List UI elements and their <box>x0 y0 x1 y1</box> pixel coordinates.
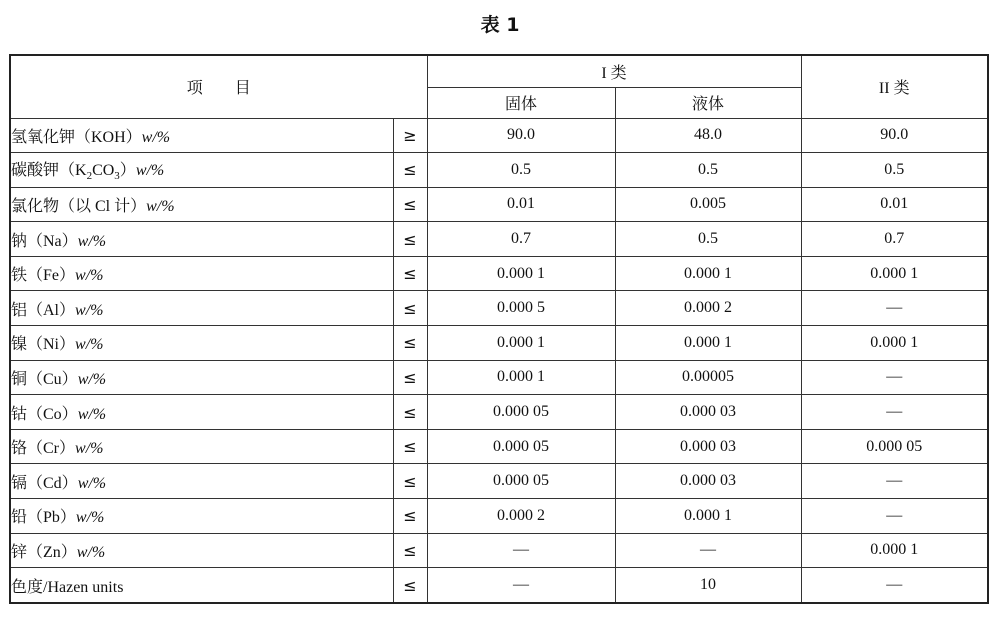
row-label: 铁（Fe）w/% <box>10 256 393 291</box>
comparison-operator: ≤ <box>393 395 427 430</box>
table-row <box>10 118 988 153</box>
liquid-value: 0.005 <box>615 187 801 222</box>
table-row <box>10 256 988 291</box>
comparison-operator: ≤ <box>393 222 427 257</box>
comparison-operator: ≤ <box>393 291 427 326</box>
class-two-value: — <box>801 291 988 326</box>
header-liquid: 液体 <box>615 87 801 118</box>
liquid-value: 10 <box>615 568 801 604</box>
class-two-value: — <box>801 568 988 604</box>
table-row <box>10 464 988 499</box>
class-two-value: 0.000 1 <box>801 533 988 568</box>
liquid-value: 0.000 1 <box>615 256 801 291</box>
liquid-value: 0.00005 <box>615 360 801 395</box>
liquid-value: 0.5 <box>615 153 801 188</box>
row-label: 镍（Ni）w/% <box>10 326 393 361</box>
class-two-value: — <box>801 499 988 534</box>
row-label: 铜（Cu）w/% <box>10 360 393 395</box>
class-two-value: 0.01 <box>801 187 988 222</box>
solid-value: 0.01 <box>427 187 615 222</box>
class-two-value: — <box>801 360 988 395</box>
liquid-value: 0.000 1 <box>615 499 801 534</box>
solid-value: 90.0 <box>427 118 615 153</box>
spec-table <box>9 54 989 604</box>
comparison-operator: ≥ <box>393 118 427 153</box>
row-label: 碳酸钾$(K_2CO_3)w/\%$ <box>10 153 393 188</box>
solid-value: 0.000 1 <box>427 326 615 361</box>
liquid-value: 0.000 03 <box>615 429 801 464</box>
class-two-value: 0.5 <box>801 153 988 188</box>
row-label: 氯化物（以 Cl 计）w/% <box>10 187 393 222</box>
solid-value: 0.7 <box>427 222 615 257</box>
class-two-value: 0.000 05 <box>801 429 988 464</box>
class-two-value: 0.000 1 <box>801 256 988 291</box>
table-row <box>10 291 988 326</box>
class-two-value: 90.0 <box>801 118 988 153</box>
comparison-operator: ≤ <box>393 256 427 291</box>
header-solid: 固体 <box>427 87 615 118</box>
row-label: 锌（Zn）w/% <box>10 533 393 568</box>
liquid-value: — <box>615 533 801 568</box>
solid-value: 0.000 05 <box>427 429 615 464</box>
table-row <box>10 568 988 604</box>
comparison-operator: ≤ <box>393 499 427 534</box>
table-row <box>10 499 988 534</box>
solid-value: — <box>427 533 615 568</box>
row-label: 铝（Al）w/% <box>10 291 393 326</box>
solid-value: 0.000 05 <box>427 464 615 499</box>
solid-value: 0.000 1 <box>427 360 615 395</box>
table-row <box>10 222 988 257</box>
comparison-operator: ≤ <box>393 533 427 568</box>
solid-value: — <box>427 568 615 604</box>
header-class-one: I 类 <box>427 55 801 87</box>
row-label: 铅（Pb）w/% <box>10 499 393 534</box>
row-label: 钠（Na）w/% <box>10 222 393 257</box>
liquid-value: 0.000 2 <box>615 291 801 326</box>
comparison-operator: ≤ <box>393 568 427 604</box>
liquid-value: 0.000 1 <box>615 326 801 361</box>
table-caption: 表 1 <box>480 14 520 36</box>
header-item: 项 目 <box>10 55 427 118</box>
table-row <box>10 429 988 464</box>
class-two-value: — <box>801 464 988 499</box>
liquid-value: 0.000 03 <box>615 464 801 499</box>
class-two-value: 0.7 <box>801 222 988 257</box>
row-label: 镉（Cd）w/% <box>10 464 393 499</box>
solid-value: 0.000 05 <box>427 395 615 430</box>
table-row <box>10 395 988 430</box>
table-row <box>10 533 988 568</box>
solid-value: 0.000 2 <box>427 499 615 534</box>
liquid-value: 48.0 <box>615 118 801 153</box>
table-row <box>10 187 988 222</box>
liquid-value: 0.5 <box>615 222 801 257</box>
comparison-operator: ≤ <box>393 187 427 222</box>
row-label: 钴（Co）w/% <box>10 395 393 430</box>
comparison-operator: ≤ <box>393 326 427 361</box>
row-label: 氢氧化钾（KOH）w/% <box>10 118 393 153</box>
class-two-value: 0.000 1 <box>801 326 988 361</box>
comparison-operator: ≤ <box>393 429 427 464</box>
header-row <box>10 55 988 87</box>
comparison-operator: ≤ <box>393 360 427 395</box>
solid-value: 0.5 <box>427 153 615 188</box>
table-row <box>10 153 988 188</box>
table-row <box>10 326 988 361</box>
solid-value: 0.000 1 <box>427 256 615 291</box>
table-row <box>10 360 988 395</box>
solid-value: 0.000 5 <box>427 291 615 326</box>
row-label: 铬（Cr）w/% <box>10 429 393 464</box>
row-label: 色度/Hazen units <box>10 568 393 604</box>
class-two-value: — <box>801 395 988 430</box>
header-class-two: II 类 <box>801 55 988 118</box>
comparison-operator: ≤ <box>393 153 427 188</box>
liquid-value: 0.000 03 <box>615 395 801 430</box>
comparison-operator: ≤ <box>393 464 427 499</box>
